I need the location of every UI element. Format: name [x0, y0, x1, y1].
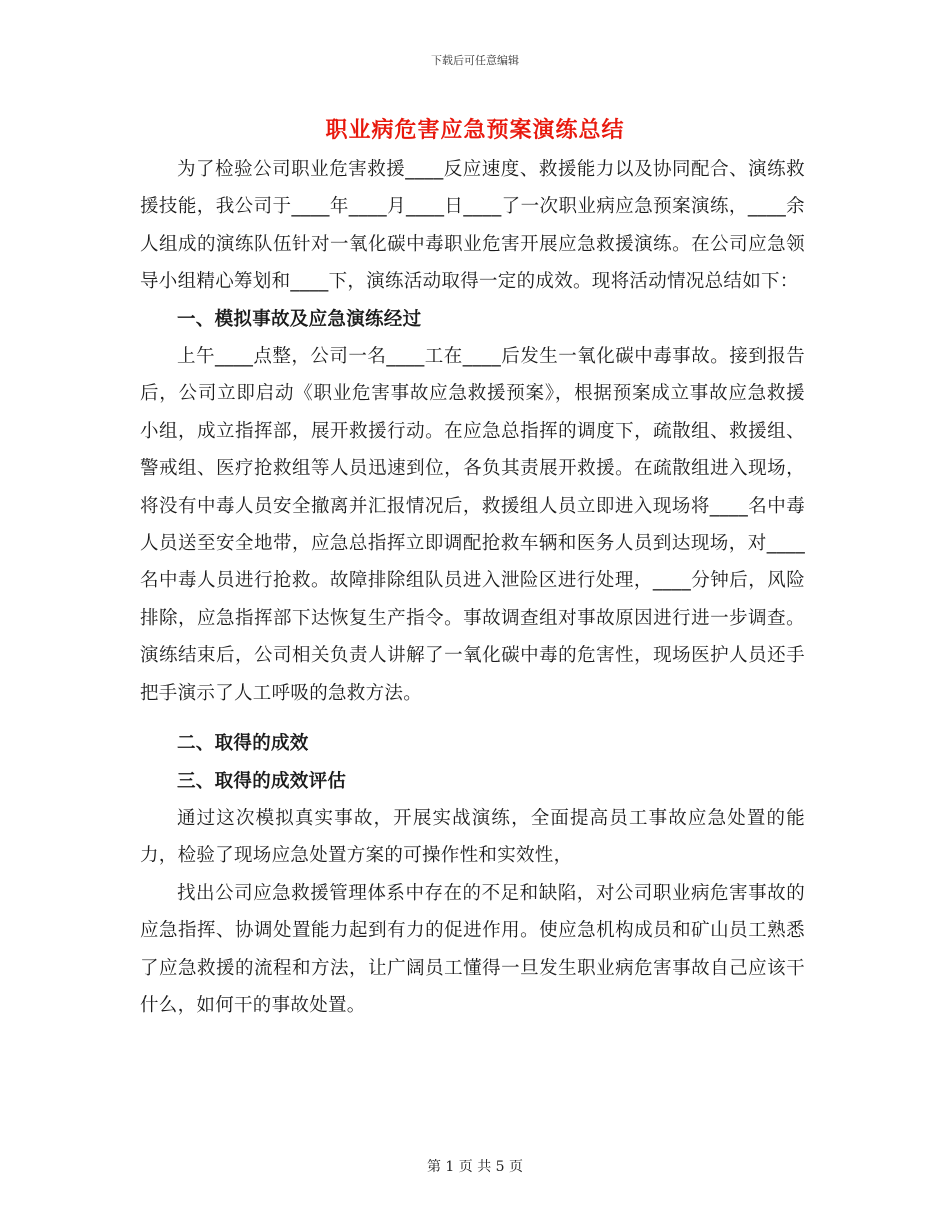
document-title: 职业病危害应急预案演练总结 — [325, 118, 625, 143]
section-1-paragraph: 上午____点整，公司一名____工在____后发生一氧化碳中毒事故。接到报告后，公司立即启动《职业危害事故应急救援预案》，根据预案成立事故应急救援小组，成立指挥部，展开救援行动。在应急总指挥的调度下，疏散组、救援组、警戒组、医疗抢救组等人员迅速到位，各负其责展开救援。在疏散组进入现场，将没有中毒人员安全撤离并汇报情况后，救援组人员立即进入现场将____名中毒人员送至安全地带，应急总指挥立即调配抢救车辆和医务人员到达现场，对____名中毒人员进行抢救。故障排除组队员进入泄险区进行处理，____分钟后，风险排除，应急指挥部下达恢复生产指令。事故调查组对事故原因进行进一步调查。演练结束后，公司相关负责人讲解了一氧化碳中毒的危害性，现场医护人员还手把手演示了人工呼吸的急救方法。 — [140, 346, 805, 704]
page-header-note: 下载后可任意编辑 — [431, 54, 519, 67]
section-2-heading: 二、取得的成效 — [177, 733, 309, 755]
intro-paragraph: 为了检验公司职业危害救援____反应速度、救援能力以及协同配合、演练救援技能，我公司于____年____月____日____了一次职业病应急预案演练，____余人组成的演练队伍针对一氧化碳中毒职业危害开展应急救援演练。在公司应急领导小组精心筹划和____下，演练活动取得一定的成效。现将活动情况总结如下： — [140, 159, 805, 293]
section-3-paragraph-2: 找出公司应急救援管理体系中存在的不足和缺陷，对公司职业病危害事故的应急指挥、协调处置能力起到有力的促进作用。使应急机构成员和矿山员工熟悉了应急救援的流程和方法，让广阔员工懂得一旦发生职业病危害事故自己应该干什么，如何干的事故处置。 — [140, 882, 805, 1016]
section-spacer — [140, 712, 805, 725]
section-3-paragraph-1: 通过这次模拟真实事故，开展实战演练，全面提高员工事故应急处置的能力，检验了现场应急处置方案的可操作性和实效性， — [140, 807, 805, 867]
page-footer-pagination: 第 1 页 共 5 页 — [426, 1159, 524, 1175]
section-3-heading: 三、取得的成效评估 — [177, 770, 347, 792]
section-1-heading: 一、模拟事故及应急演练经过 — [177, 308, 422, 330]
document-body — [140, 151, 805, 1024]
